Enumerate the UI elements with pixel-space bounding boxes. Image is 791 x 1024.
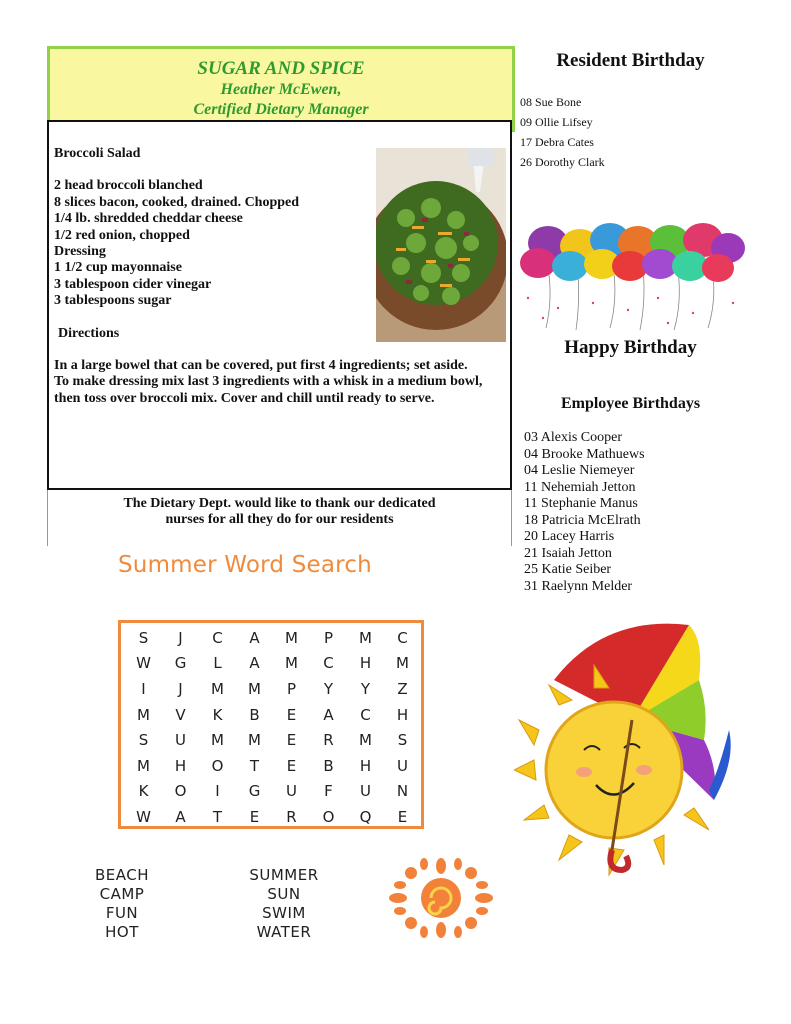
ingredient: 1/4 lb. shredded cheddar cheese	[54, 211, 243, 227]
grid-letter: M	[285, 628, 298, 647]
ingredient: 2 head broccoli blanched	[54, 178, 203, 194]
grid-letter: E	[286, 756, 297, 775]
grid-letter: B	[323, 756, 334, 775]
grid-letter: Q	[359, 807, 372, 826]
search-word: HOT	[105, 923, 139, 941]
ingredient: 1/2 red onion, chopped	[54, 227, 190, 243]
grid-letter: M	[137, 705, 150, 724]
grid-letter: O	[322, 807, 335, 826]
thanks-line: The Dietary Dept. would like to thank our dedicated	[123, 496, 436, 511]
grid-letter: H	[359, 756, 372, 775]
grid-letter: W	[136, 654, 151, 673]
author-role: Certified Dietary Manager	[193, 101, 369, 118]
grid-letter: U	[360, 782, 371, 801]
grid-letter: Y	[323, 679, 334, 698]
column-title: SUGAR AND SPICE	[197, 58, 365, 79]
grid-letter: M	[211, 731, 224, 750]
list-item: 04 Brooke Mathuews	[524, 446, 645, 462]
happy-birthday-heading: Happy Birthday	[564, 337, 697, 358]
list-item: 25 Katie Seiber	[524, 562, 612, 577]
grid-letter: C	[360, 705, 371, 724]
grid-letter: M	[137, 756, 150, 775]
word-search-grid	[118, 620, 424, 829]
search-word: SUMMER	[249, 866, 319, 884]
grid-letter: C	[323, 654, 334, 673]
sun-with-umbrella-illustration	[514, 620, 748, 892]
grid-letter: M	[359, 731, 372, 750]
thanks-line: nurses for all they do for our residents	[165, 512, 394, 527]
list-item: 31 Raelynn Melder	[524, 578, 633, 594]
grid-letter: P	[286, 679, 297, 698]
search-word: BEACH	[94, 866, 150, 884]
list-item: 11 Stephanie Manus	[524, 496, 638, 511]
grid-letter: E	[286, 731, 297, 750]
ingredient: 8 slices bacon, cooked, drained. Chopped	[54, 194, 300, 210]
word-list-left	[82, 866, 162, 942]
grid-letter: R	[286, 807, 297, 826]
list-item: 26 Dorothy Clark	[520, 155, 605, 169]
grid-letter: I	[215, 782, 220, 801]
grid-letter: E	[286, 705, 297, 724]
grid-letter: T	[249, 756, 260, 775]
list-item: 08 Sue Bone	[520, 95, 582, 109]
grid-letter: M	[359, 628, 372, 647]
grid-letter: P	[323, 628, 334, 647]
grid-letter: E	[397, 807, 408, 826]
grid-letter: R	[323, 731, 334, 750]
employee-birthdays-title: Employee Birthdays	[560, 395, 701, 412]
search-word: WATER	[256, 923, 312, 941]
grid-letter: M	[285, 654, 298, 673]
search-word: SWIM	[262, 904, 306, 922]
grid-letter: K	[138, 782, 149, 801]
broccoli-salad-photo	[376, 148, 506, 342]
grid-letter: U	[175, 731, 186, 750]
grid-letter: M	[248, 731, 261, 750]
grid-letter: B	[249, 705, 260, 724]
balloons-illustration	[518, 218, 748, 333]
thank-you-note	[47, 490, 512, 546]
search-word: FUN	[105, 904, 139, 922]
dressing-ingredient: 3 tablespoons sugar	[54, 293, 172, 309]
grid-letter: E	[249, 807, 260, 826]
grid-letter: L	[213, 654, 222, 673]
recipe-name: Broccoli Salad	[54, 146, 141, 161]
search-word: CAMP	[99, 885, 145, 903]
grid-letter: A	[175, 807, 186, 826]
grid-letter: H	[396, 705, 409, 724]
grid-letter: S	[138, 731, 149, 750]
grid-letter: M	[211, 679, 224, 698]
grid-letter: G	[248, 782, 261, 801]
grid-letter: A	[323, 705, 334, 724]
grid-letter: C	[212, 628, 223, 647]
small-sun-icon	[386, 858, 496, 938]
grid-letter: O	[211, 756, 224, 775]
grid-letter: F	[324, 782, 333, 801]
list-item: 09 Ollie Lifsey	[520, 115, 593, 129]
dressing-label: Dressing	[54, 244, 106, 260]
list-item: 03 Alexis Cooper	[524, 430, 622, 445]
resident-birthday-list	[520, 92, 605, 172]
author-name: Heather McEwen,	[220, 81, 342, 98]
grid-letter: O	[174, 782, 187, 801]
grid-letter: G	[174, 654, 187, 673]
grid-letter: S	[397, 731, 408, 750]
list-item: 04 Leslie Niemeyer	[524, 463, 635, 478]
dressing-ingredient: 3 tablespoon cider vinegar	[54, 276, 212, 292]
grid-letter: M	[396, 654, 409, 673]
list-item: 11 Nehemiah Jetton	[524, 479, 636, 495]
grid-letter: M	[248, 679, 261, 698]
directions-label: Directions	[58, 325, 120, 341]
grid-letter: A	[249, 654, 260, 673]
grid-letter: W	[136, 807, 151, 826]
direction-step: To make dressing mix last 3 ingredients with a whisk in a medium bowl, then toss over broccoli mix. Cover and chill until ready to serve.	[54, 374, 483, 406]
search-word: SUN	[267, 885, 301, 903]
grid-letter: C	[397, 628, 408, 647]
list-item: 20 Lacey Harris	[524, 529, 615, 544]
grid-letter: J	[178, 679, 183, 698]
word-search-title: Summer Word Search	[118, 552, 372, 578]
grid-letter: T	[212, 807, 223, 826]
grid-letter: Z	[397, 679, 408, 698]
grid-letter: A	[249, 628, 260, 647]
grid-letter: I	[141, 679, 146, 698]
grid-letter: J	[178, 628, 183, 647]
grid-letter: N	[396, 782, 409, 801]
grid-letter: V	[175, 705, 186, 724]
grid-letter: Y	[360, 679, 371, 698]
list-item: 18 Patricia McElrath	[524, 512, 641, 528]
word-list-right	[234, 866, 334, 942]
grid-letter: U	[286, 782, 297, 801]
list-item: 17 Debra Cates	[520, 135, 594, 149]
grid-letter: K	[212, 705, 223, 724]
list-item: 21 Isaiah Jetton	[524, 545, 612, 561]
direction-step: In a large bowel that can be covered, put first 4 ingredients; set aside.	[54, 358, 468, 374]
grid-letter: H	[174, 756, 187, 775]
dressing-ingredient: 1 1/2 cup mayonnaise	[54, 260, 182, 276]
employee-birthday-list	[524, 430, 645, 595]
resident-birthday-title: Resident Birthday	[556, 50, 705, 71]
grid-letter: H	[359, 654, 372, 673]
grid-letter: U	[397, 756, 408, 775]
grid-letter: S	[138, 628, 149, 647]
